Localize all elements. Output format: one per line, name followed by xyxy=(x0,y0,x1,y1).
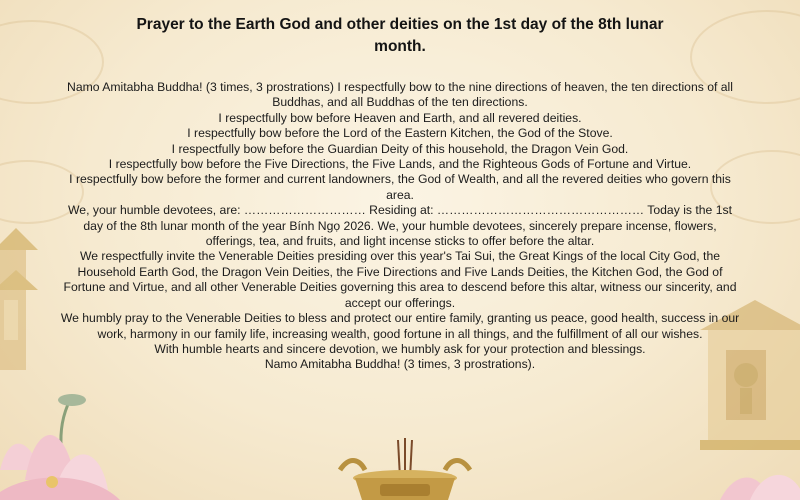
prayer-line: We humbly pray to the Venerable Deities to bless and protect our entire family, granting us peace, good health, success in our work, harmony in our family life, increasing wealth, good fortune in all things, and the fulfillment of all our wishes. xyxy=(60,311,740,341)
prayer-line: I respectfully bow before the Guardian Deity of this household, the Dragon Vein God. xyxy=(171,141,629,156)
prayer-line: I respectfully bow before the Five Directions, the Five Lands, and the Righteous Gods of Fortune and Virtue. xyxy=(108,157,692,172)
incense-burner-icon xyxy=(340,438,470,500)
prayer-line: I respectfully bow before the Lord of the Eastern Kitchen, the God of the Stove. xyxy=(187,126,613,141)
lotus-icon xyxy=(0,394,120,500)
prayer-line: Namo Amitabha Buddha! (3 times, 3 prostrations). xyxy=(264,357,536,372)
prayer-line: With humble hearts and sincere devotion, we humbly ask for your protection and blessings. xyxy=(154,341,646,356)
prayer-line: We, your humble devotees, are: ………………………… Residing at: …………………………………………… Today is the 1st day of the 8th lunar month of the year Bính Ngọ 2026. We, your humble devotees, sincerely prepare incense, flowers, offerings, tea, and fruits, and light incense sticks to offer before the altar. xyxy=(68,203,732,249)
prayer-text xyxy=(60,80,740,373)
prayer-line: Namo Amitabha Buddha! (3 times, 3 prostrations) I respectfully bow to the nine directions of heaven, the ten directions of all Buddhas, and all Buddhas of the ten directions. xyxy=(67,80,733,110)
prayer-line: We respectfully invite the Venerable Deities presiding over this year's Tai Sui, the Great Kings of the local City God, the Household Earth God, the Dragon Vein Deities, the Five Directions and Five Lands Deities, the Kitchen God, the God of Fortune and Virtue, and all other Venerable Deities governing this area to descend before this altar, witness our sincerity, and accept our offerings. xyxy=(63,249,737,310)
lotus-icon xyxy=(720,475,800,500)
page-title: Prayer to the Earth God and other deities on the 1st day of the 8th lunar month. xyxy=(136,16,664,55)
prayer-line: I respectfully bow before the former and current landowners, the God of Wealth, and all the revered deities who govern this area. xyxy=(69,172,731,202)
pagoda-icon xyxy=(0,228,38,370)
prayer-line: I respectfully bow before Heaven and Earth, and all revered deities. xyxy=(218,110,582,125)
